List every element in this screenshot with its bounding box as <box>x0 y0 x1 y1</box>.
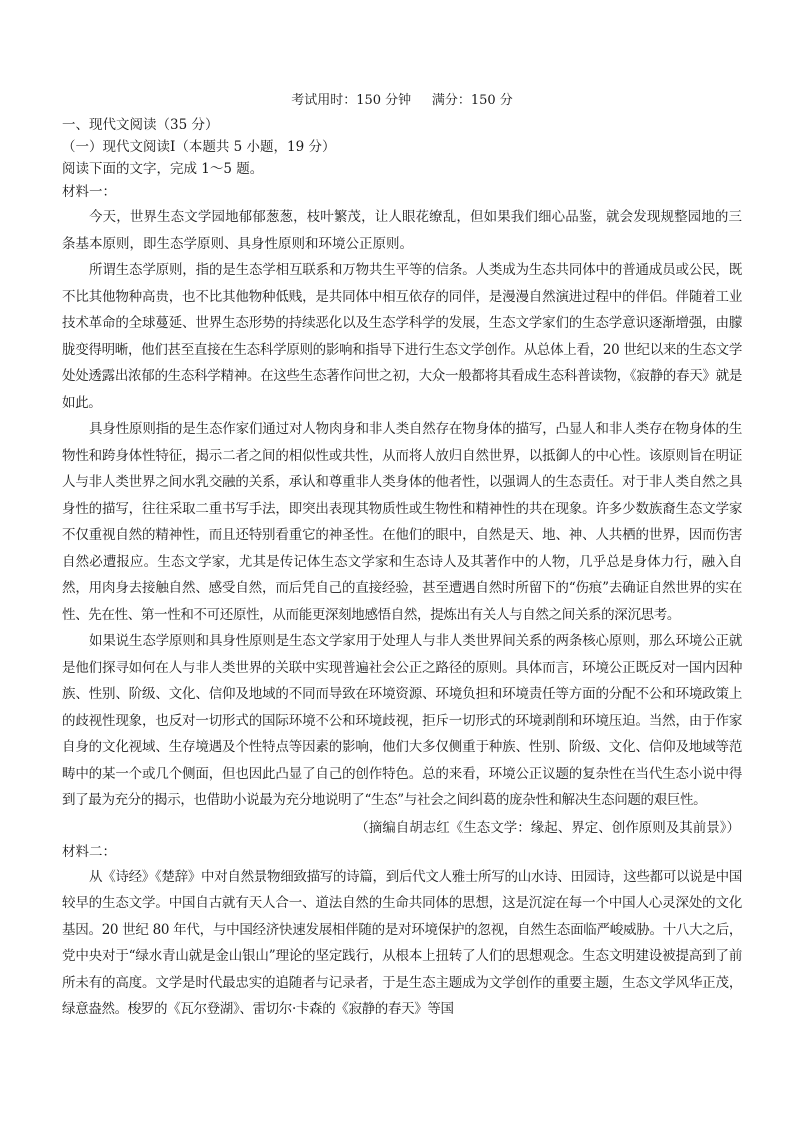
material-1-paragraph: 如果说生态学原则和具身性原则是生态文学家用于处理人与非人类世界间关系的两条核心原则，那么环境公正就是他们探寻如何在人与非人类世界的关联中实现普遍社会公正之路径的原则。具体而言，环境公正既反对一国内因种族、性别、阶级、文化、信仰及地域的不同而导致在环境资源、环境负担和环境责任等方面的分配不公和环境政策上的歧视性现象，也反对一切形式的国际环境不公和环境歧视，拒斥一切形式的环境剥削和环境压迫。当然，由于作家自身的文化视域、生存境遇及个性特点等因素的影响，他们大多仅侧重于种族、性别、阶级、文化、信仰及地域等范畴中的某一个或几个侧面，但也因此凸显了自己的创作特色。总的来看，环境公正议题的复杂性在当代生态小说中得到了最为充分的揭示，也借助小说最为充分地说明了“生态”与社会之间纠葛的庞杂性和解决生态问题的艰巨性。 <box>62 633 742 808</box>
material-2-label: 材料二： <box>62 843 116 860</box>
reading-instruction: 阅读下面的文字，完成 1～5 题。 <box>62 161 264 177</box>
material-1-source: （摘编自胡志红《生态文学：缘起、界定、创作原则及其前景》） <box>355 819 740 836</box>
material-2-paragraph: 从《诗经》《楚辞》中对自然景物细致描写的诗篇，到后代文人雅士所写的山水诗、田园诗，这些都可以说是中国较早的生态文学。中国自古就有天人合一、道法自然的生命共同体的思想，这是沉淀在每一个中国人心灵深处的文化基因。20 世纪 80 年代，与中国经济快速发展相伴随的是对环境保护的忽视，自然生态面临严峻威胁。十八大之后，党中央对于“绿水青山就是金山银山”理论的坚定践行，从根本上扭转了人们的思想观念。生态文明建设被提高到了前所未有的高度。文学是时代最忠实的追随者与记录者，于是生态主题成为文学创作的重要主题，生态文学风华正茂，绿意盎然。梭罗的《瓦尔登湖》、雷切尔·卡森的《寂静的春天》等国 <box>62 868 742 1017</box>
exam-page <box>62 90 742 1023</box>
subsection-title: （一）现代文阅读Ⅰ（本题共 5 小题，19 分） <box>62 139 336 155</box>
exam-info: 考试用时：150 分钟 满分：150 分 <box>291 93 513 108</box>
material-1-paragraph: 具身性原则指的是生态作家们通过对人物肉身和非人类自然存在物身体的描写，凸显人和非人类存在物身体的生物性和跨身体性特征，揭示二者之间的相似性或共性，从而将人放归自然世界，以抵御人的中心性。该原则旨在明证人与非人类世界之间水乳交融的关系，承认和尊重非人类身体的他者性，以强调人的生态责任。对于非人类自然之具身性的描写，往往采取二重书写手法，即突出表现其物质性或生物性和精神性的共在现象。许多少数族裔生态文学家不仅重视自然的精神性，而且还特别看重它的神圣性。在他们的眼中，自然是天、地、神、人共栖的世界，因而伤害自然必遭报应。生态文学家，尤其是传记体生态文学家和生态诗人及其著作中的人物，几乎总是身体力行，融入自然，用肉身去接触自然、感受自然，而后凭自己的直接经验，甚至遭遇自然时所留下的“伤痕”去确证自然世界的实在性、先在性、第一性和不可还原性，从而能更深刻地感悟自然，提炼出有关人与自然之间关系的深沉思考。 <box>62 421 742 623</box>
material-1-paragraph: 所谓生态学原则，指的是生态学相互联系和万物共生平等的信条。人类成为生态共同体中的普通成员或公民，既不比其他物种高贵，也不比其他物种低贱，是共同体中相互依存的同伴，是漫漫自然演进过程中的伴侣。伴随着工业技术革命的全球蔓延、世界生态形势的持续恶化以及生态学科学的发展，生态文学家们的生态学意识逐渐增强，由朦胧变得明晰，他们甚至直接在生态科学原则的影响和指导下进行生态文学创作。从总体上看，20 世纪以来的生态文学处处透露出浓郁的生态科学精神。在这些生态著作问世之初，大众一般都将其看成生态科普读物，《寂静的春天》就是如此。 <box>62 262 742 411</box>
material-1-label: 材料一： <box>62 184 116 200</box>
section-title: 一、现代文阅读（35 分） <box>62 117 219 133</box>
material-1-paragraph: 今天，世界生态文学园地郁郁葱葱，枝叶繁茂，让人眼花缭乱，但如果我们细心品鉴，就会发现规整园地的三条基本原则，即生态学原则、具身性原则和环境公正原则。 <box>62 209 742 252</box>
